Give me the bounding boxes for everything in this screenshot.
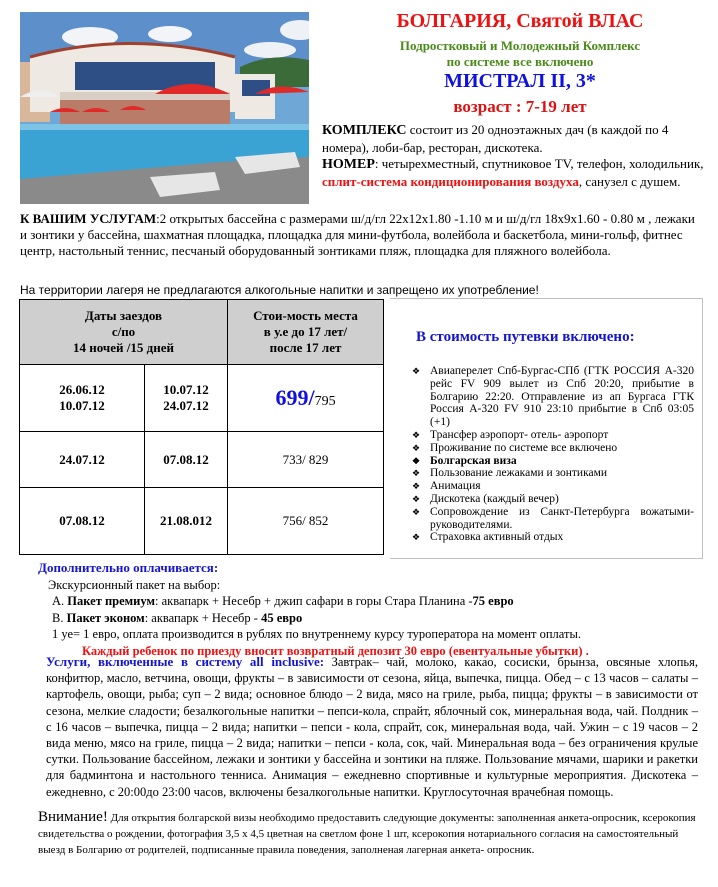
price-cell [228,365,384,432]
date-from-cell: 07.08.12 [20,488,145,555]
date-to: 10.07.12 [163,382,209,397]
date-from-cell: 24.07.12 [20,432,145,488]
deposit-warning: Каждый ребенок по приезду вносит возвратный депозит 30 евро (евентуальные убытки) . [82,643,589,658]
included-title: В стоимость путевки включено: [416,329,635,345]
table-row [20,432,384,488]
package-price: 45 евро [261,610,303,625]
included-item-text: Анимация [430,480,481,493]
included-list [398,365,694,544]
room-text-1: : четырехместный, спутниковое TV, телефон, холодильник, [374,156,704,171]
extra-payments [38,560,698,659]
resort-photo [20,12,309,204]
price-header-line: Стои-мость места [253,308,358,323]
price-header-line: в у.е до 17 лет/ [263,324,348,339]
included-item-text: Болгарская виза [430,454,517,467]
diamond-bullet-icon: ❖ [412,366,421,376]
package-price: 75 евро [472,594,514,608]
dates-header-line: 14 ночей /15 дней [73,340,174,355]
package-premium [38,593,698,610]
room-text-2: , санузел с душем. [578,173,681,189]
complex-description [322,122,714,190]
diamond-bullet-icon: ❖ [412,506,421,517]
price-cell: 733/ 829 [228,432,384,488]
dates-header [20,300,228,365]
diamond-bullet-icon: ❖ [412,455,421,466]
all-inclusive-text: Завтрак– чай, молоко, какао, сосиски, брынза, овсяные хлопья, конфитюр, масло, ветчина, овощи, фрукты – в зависимости от сезона, яйца, выпечка, пицца. Обед – с 13 часов – салаты – картофель, овощи, рыба; суп – 2 вида; основное блюдо – 2 вида, мясо на гриле, рыба, пицца; фрукты – в зависимости от сезона, мелкие сладости; безалкогольные напитки – пепси-кола, спрайт, яблочный сок, минеральная вода, чай. Полдник – с 16 часов – выпечка, пицца – 2 вида; напитки – пепси - кола, спрайт, сок, минеральная вода, чай. Ужин – с 19 часов – 2 вида меню, мясо на гриле, пицца – 2 вида; напитки – пепси - кола, сок, чай. Минеральная вода – без ограничения крулые сутки. Пользование бассейном, лежаки и зонтики у бассейна и зонтики на пляже. Пользование мячами, шарики и ракетки для бадминтона и настольного тенниса. Анимация – ежедневно спортивные и культурные мероприятия. Дискотека – ежедневно, с 20:00до 23:00 часов, включены безалкогольные напитки. Круглосуточная врачебная помощь. [46,655,698,799]
all-inclusive-paragraph [46,654,698,800]
price-header-line: после 17 лет [269,340,342,355]
package-prefix: А. [52,594,68,608]
list-item [398,506,694,532]
subtitle-all-inclusive: по системе все включено [446,54,594,69]
extra-title: Дополнительно оплачивается: [38,560,219,575]
included-item-text: Сопровождение из Санкт-Петербурга вожатыми- руководителями. [430,505,694,531]
included-item-text: Трансфер аэропорт- отель- аэропорт [430,428,609,441]
price-table [19,299,384,555]
included-item-text: Авиаперелет Спб-Бургас-СПб (ГТК РОССИЯ А-320 рейс FV 909 вылет из Спб 20:20, прибытие в Болгарию 22:20. Отправление из ап Бургаса ГТК Россия А-320 FV 910 23:10 прибытие в Спб 03:05 (+1) [430,365,694,429]
package-name: Пакет премиум [67,594,155,608]
age-range: возраст : 7-19 лет [453,97,587,116]
date-to-cell [145,365,228,432]
currency-rate-note: 1 уе= 1 евро, оплата производится в рублях по внутреннему курсу туроператора на момент оплаты. [52,627,581,641]
price-under-17: 699/ [275,385,315,410]
list-item [398,531,694,544]
package-text: : аквапарк + Несебр - [144,610,262,625]
services-text: :2 открытых бассейна с размерами ш/д/гл 22x12x1.80 -1.10 м и ш/д/гл 18x9x1.60 - 0.80 м , лежаки и зонтики у бассейна, шахматная площадка, площадка для мини-футбола, волейбола и баскетбола, мини-гольф, фитнес центр, настольный теннис, песчаный оборудованный зонтиками пляж, площадка для пляжного волейбола. [20,211,695,258]
diamond-bullet-icon: ❖ [412,468,421,479]
price-table-header [20,300,384,365]
date-from: 26.06.12 [59,382,105,397]
services-label: К ВАШИМ УСЛУГАМ [20,211,157,226]
attention-text: Для открытия болгарской визы необходимо предоставить следующие документы: заполненная анкета-опросник, ксерокопия свидетельства о рождении, фотография 3,5 х 4,5 цветная на светлом фоне 1 шт, ксерокопия нотариального согласия на самостоятельный выезд в Болгарию от родителей, подписанные правила поведения, заполненая лагерная анкета- опросник. [38,812,696,856]
air-conditioning-highlight: сплит-система кондиционирования воздуха [322,173,579,189]
table-row [20,365,384,432]
diamond-bullet-icon: ❖ [412,481,421,492]
diamond-bullet-icon: ❖ [412,493,421,504]
all-inclusive-title: Услуги, включенные в систему all inclusive: [46,654,325,669]
list-item [398,442,694,455]
price-header [228,300,384,365]
excursion-intro: Экскурсионный пакет на выбор: [48,577,221,592]
date-to-cell: 21.08.012 [145,488,228,555]
complex-label: КОМПЛЕКС [322,123,407,138]
complex-paragraph [322,122,714,156]
country-title: БОЛГАРИЯ, Святой ВЛАС [396,10,644,32]
included-item-text: Пользование лежаками и зонтиками [430,467,608,480]
package-economy [38,610,698,627]
date-from: 10.07.12 [59,398,105,413]
date-to-cell: 07.08.12 [145,432,228,488]
included-item-text: Дискотека (каждый вечер) [430,492,559,505]
list-item [398,467,694,480]
date-from-cell [20,365,145,432]
list-item [398,455,694,468]
included-box [390,298,703,559]
services-paragraph [20,211,700,259]
package-name: Пакет эконом [66,610,145,625]
room-paragraph [322,156,714,190]
included-item-text: Проживание по системе все включено [430,441,618,454]
complex-text: состоит из 20 одноэтажных дач (в каждой по 4 номера), лоби-бар, ресторан, дискотека. [322,122,669,155]
room-label: НОМЕР [322,157,375,172]
list-item [398,365,694,429]
dates-header-line: с/по [111,324,136,339]
pool-image-icon [20,12,309,204]
package-prefix: В. [52,610,67,625]
list-item [398,429,694,442]
date-to: 24.07.12 [163,398,209,413]
attention-paragraph [38,809,703,858]
diamond-bullet-icon: ❖ [412,442,421,453]
dates-header-line: Даты заездов [84,308,163,323]
no-alcohol-notice: На территории лагеря не предлагаются алкогольные напитки и запрещено их употребление! [20,283,539,297]
attention-title: Внимание! [38,809,108,825]
included-item-text: Страховка активный отдых [430,531,564,544]
diamond-bullet-icon: ❖ [412,532,421,543]
list-item [398,480,694,493]
package-text: : аквапарк + Несебр + джип сафари в горы Стара Планина - [154,594,473,608]
price-over-17: 795 [314,394,336,409]
table-row [20,488,384,555]
hotel-name: МИСТРАЛ II, 3* [444,70,596,92]
subtitle-complex: Подростковый и Молодежный Комплекс [399,38,641,53]
price-cell: 756/ 852 [228,488,384,555]
list-item [398,493,694,506]
diamond-bullet-icon: ❖ [412,429,421,440]
